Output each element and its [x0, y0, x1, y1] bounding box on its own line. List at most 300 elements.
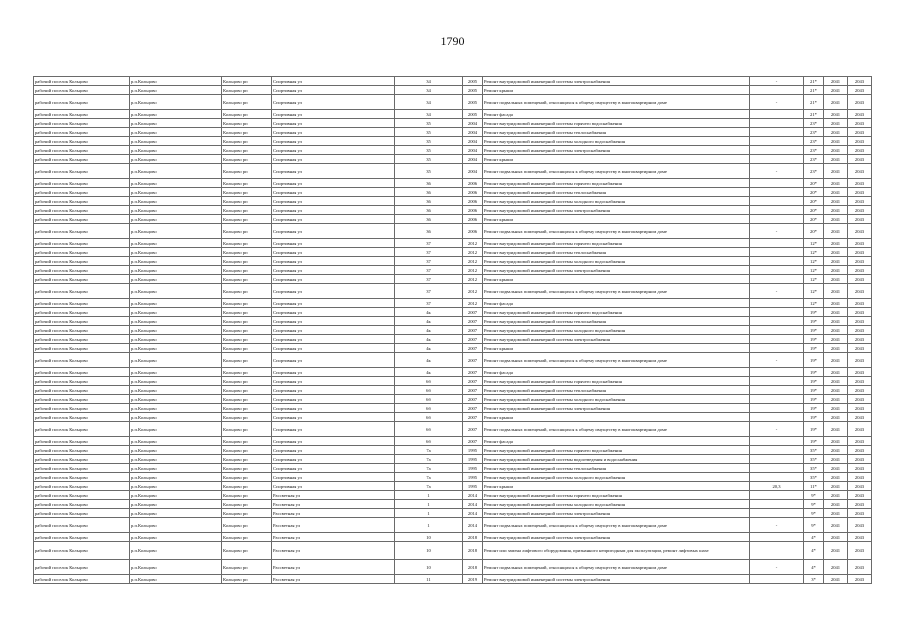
- table-cell-house: 7а: [395, 455, 463, 464]
- table-cell-house: 35: [395, 164, 463, 179]
- table-cell-house: 35: [395, 119, 463, 128]
- table-cell-house: 7а: [395, 464, 463, 473]
- table-cell-street: Спортивная ул: [272, 110, 395, 119]
- table-cell-area: [750, 533, 804, 542]
- table-cell-year: 2012: [463, 275, 483, 284]
- table-cell-locality: рабочий поселок Кольцово: [34, 446, 130, 455]
- table-row: [34, 317, 872, 326]
- table-cell-year-to: 2043: [848, 335, 872, 344]
- table-cell-area: -: [750, 422, 804, 437]
- table-cell-deadline: 9*: [804, 491, 824, 500]
- table-cell-area: [750, 110, 804, 119]
- table-cell-year-from: 2041: [824, 275, 848, 284]
- table-cell-year: 2007: [463, 335, 483, 344]
- table-cell-settlement: р.п.Кольцово: [130, 542, 222, 560]
- table-cell-settlement: р.п.Кольцово: [130, 308, 222, 317]
- table-cell-year-to: 2043: [848, 473, 872, 482]
- table-cell-work-type: Ремонт фасада: [483, 299, 750, 308]
- table-cell-street: Спортивная ул: [272, 299, 395, 308]
- table-cell-street: Спортивная ул: [272, 473, 395, 482]
- table-cell-year: 2007: [463, 368, 483, 377]
- table-cell-year: 2012: [463, 257, 483, 266]
- table-cell-deadline: 19*: [804, 386, 824, 395]
- table-cell-deadline: 21*: [804, 110, 824, 119]
- table-cell-street: Спортивная ул: [272, 482, 395, 491]
- table-cell-year: 1995: [463, 473, 483, 482]
- table-cell-year-to: 2043: [848, 257, 872, 266]
- table-cell-year: 2007: [463, 422, 483, 437]
- table-row: [34, 455, 872, 464]
- table-cell-municipality: Кольцово рп: [222, 206, 272, 215]
- table-cell-year: 2004: [463, 164, 483, 179]
- table-cell-locality: рабочий поселок Кольцово: [34, 386, 130, 395]
- table-cell-locality: рабочий поселок Кольцово: [34, 353, 130, 368]
- table-cell-municipality: Кольцово рп: [222, 128, 272, 137]
- table-cell-street: Спортивная ул: [272, 335, 395, 344]
- table-cell-street: Спортивная ул: [272, 464, 395, 473]
- table-cell-year-from: 2041: [824, 491, 848, 500]
- table-cell-house: 7а: [395, 473, 463, 482]
- table-row: [34, 206, 872, 215]
- table-cell-work-type: Ремонт внутридомовой инженерной системы электроснабжения: [483, 335, 750, 344]
- table-cell-house: 37: [395, 284, 463, 299]
- table-cell-year-from: 2041: [824, 239, 848, 248]
- table-cell-settlement: р.п.Кольцово: [130, 482, 222, 491]
- table-cell-street: Спортивная ул: [272, 308, 395, 317]
- table-cell-municipality: Кольцово рп: [222, 473, 272, 482]
- table-cell-area: [750, 257, 804, 266]
- table-cell-area: [750, 437, 804, 446]
- table-cell-deadline: 23*: [804, 137, 824, 146]
- table-cell-area: [750, 491, 804, 500]
- table-cell-year-to: 2043: [848, 110, 872, 119]
- table-cell-area: [750, 455, 804, 464]
- table-cell-area: 20,3: [750, 482, 804, 491]
- table-cell-house: 34: [395, 95, 463, 110]
- table-cell-year: 2007: [463, 395, 483, 404]
- table-cell-deadline: 12*: [804, 275, 824, 284]
- table-cell-settlement: р.п.Кольцово: [130, 560, 222, 575]
- table-cell-year: 2014: [463, 491, 483, 500]
- table-cell-year-from: 2041: [824, 473, 848, 482]
- table-cell-settlement: р.п.Кольцово: [130, 248, 222, 257]
- table-cell-house: 36: [395, 215, 463, 224]
- table-cell-year-from: 2041: [824, 224, 848, 239]
- table-cell-area: [750, 197, 804, 206]
- table-cell-year-to: 2043: [848, 509, 872, 518]
- table-cell-deadline: 23*: [804, 119, 824, 128]
- table-cell-deadline: 19*: [804, 413, 824, 422]
- table-cell-year-to: 2043: [848, 86, 872, 95]
- table-row: [34, 560, 872, 575]
- table-cell-settlement: р.п.Кольцово: [130, 257, 222, 266]
- table-cell-locality: рабочий поселок Кольцово: [34, 422, 130, 437]
- table-cell-locality: рабочий поселок Кольцово: [34, 464, 130, 473]
- table-cell-deadline: 19*: [804, 344, 824, 353]
- table-cell-year: 2007: [463, 386, 483, 395]
- table-cell-street: Спортивная ул: [272, 437, 395, 446]
- table-cell-work-type: Ремонт внутридомовой инженерной системы теплоснабжения: [483, 464, 750, 473]
- table-cell-year-from: 2041: [824, 266, 848, 275]
- table-row: [34, 308, 872, 317]
- table-cell-year-from: 2041: [824, 188, 848, 197]
- table-row: [34, 119, 872, 128]
- table-cell-street: Спортивная ул: [272, 146, 395, 155]
- table-cell-house: 36: [395, 224, 463, 239]
- table-cell-year: 2007: [463, 317, 483, 326]
- table-cell-year-to: 2043: [848, 275, 872, 284]
- table-cell-settlement: р.п.Кольцово: [130, 266, 222, 275]
- table-cell-year-to: 2043: [848, 317, 872, 326]
- table-cell-municipality: Кольцово рп: [222, 164, 272, 179]
- table-cell-house: 6б: [395, 404, 463, 413]
- table-cell-work-type: Ремонт внутридомовой инженерной системы электроснабжения: [483, 206, 750, 215]
- table-cell-year-from: 2041: [824, 533, 848, 542]
- table-row: [34, 437, 872, 446]
- table-row: [34, 239, 872, 248]
- table-cell-municipality: Кольцово рп: [222, 353, 272, 368]
- table-cell-year: 1995: [463, 482, 483, 491]
- table-row: [34, 542, 872, 560]
- table-cell-settlement: р.п.Кольцово: [130, 317, 222, 326]
- table-cell-work-type: Ремонт крыши: [483, 86, 750, 95]
- table-cell-house: 37: [395, 299, 463, 308]
- table-cell-settlement: р.п.Кольцово: [130, 197, 222, 206]
- table-cell-locality: рабочий поселок Кольцово: [34, 164, 130, 179]
- table-cell-year-to: 2043: [848, 464, 872, 473]
- table-cell-settlement: р.п.Кольцово: [130, 413, 222, 422]
- table-row: [34, 86, 872, 95]
- table-cell-house: 34: [395, 110, 463, 119]
- table-cell-year: 2006: [463, 224, 483, 239]
- table-row: [34, 77, 872, 86]
- table-cell-area: [750, 413, 804, 422]
- table-cell-year-from: 2041: [824, 119, 848, 128]
- table-cell-year-from: 2041: [824, 179, 848, 188]
- table-cell-municipality: Кольцово рп: [222, 344, 272, 353]
- table-cell-settlement: р.п.Кольцово: [130, 86, 222, 95]
- table-cell-year-to: 2043: [848, 164, 872, 179]
- table-cell-year-to: 2043: [848, 188, 872, 197]
- table-cell-locality: рабочий поселок Кольцово: [34, 284, 130, 299]
- table-cell-locality: рабочий поселок Кольцово: [34, 239, 130, 248]
- table-cell-work-type: Ремонт внутридомовой инженерной системы холодного водоснабжения: [483, 137, 750, 146]
- table-cell-year-from: 2041: [824, 395, 848, 404]
- table-cell-area: [750, 377, 804, 386]
- table-cell-area: -: [750, 95, 804, 110]
- table-cell-year: 2018: [463, 560, 483, 575]
- table-cell-house: 36: [395, 206, 463, 215]
- table-cell-year-from: 2041: [824, 455, 848, 464]
- table-cell-work-type: Ремонт внутридомовой инженерной системы холодного водоснабжения: [483, 500, 750, 509]
- table-cell-municipality: Кольцово рп: [222, 482, 272, 491]
- table-cell-work-type: Ремонт внутридомовой инженерной системы горячего водоснабжения: [483, 377, 750, 386]
- table-cell-area: [750, 404, 804, 413]
- table-cell-settlement: р.п.Кольцово: [130, 500, 222, 509]
- table-row: [34, 248, 872, 257]
- table-row: [34, 137, 872, 146]
- table-cell-area: [750, 500, 804, 509]
- table-cell-deadline: 12*: [804, 248, 824, 257]
- table-cell-work-type: Ремонт внутридомовой инженерной системы горячего водоснабжения: [483, 239, 750, 248]
- table-cell-street: Спортивная ул: [272, 422, 395, 437]
- table-cell-deadline: 20*: [804, 206, 824, 215]
- table-cell-settlement: р.п.Кольцово: [130, 473, 222, 482]
- table-cell-street: Спортивная ул: [272, 128, 395, 137]
- table-cell-year-to: 2043: [848, 119, 872, 128]
- table-row: [34, 377, 872, 386]
- table-cell-municipality: Кольцово рп: [222, 413, 272, 422]
- table-cell-house: 6б: [395, 437, 463, 446]
- table-cell-locality: рабочий поселок Кольцово: [34, 188, 130, 197]
- table-cell-year: 2012: [463, 299, 483, 308]
- table-cell-year-to: 2043: [848, 395, 872, 404]
- table-cell-year: 2007: [463, 344, 483, 353]
- table-row: [34, 197, 872, 206]
- table-cell-year-from: 2041: [824, 500, 848, 509]
- table-cell-year-to: 2043: [848, 248, 872, 257]
- table-cell-year: 2014: [463, 518, 483, 533]
- table-cell-area: -: [750, 164, 804, 179]
- table-cell-settlement: р.п.Кольцово: [130, 422, 222, 437]
- table-cell-work-type: Ремонт крыши: [483, 215, 750, 224]
- table-cell-deadline: 20*: [804, 197, 824, 206]
- table-cell-year-from: 2041: [824, 386, 848, 395]
- table-cell-year: 2005: [463, 95, 483, 110]
- table-cell-settlement: р.п.Кольцово: [130, 455, 222, 464]
- table-cell-work-type: Ремонт внутридомовой инженерной системы горячего водоснабжения: [483, 446, 750, 455]
- table-cell-house: 36: [395, 179, 463, 188]
- table-cell-year-to: 2043: [848, 299, 872, 308]
- table-cell-year-from: 2041: [824, 368, 848, 377]
- table-cell-house: 6б: [395, 395, 463, 404]
- table-cell-year: 2004: [463, 128, 483, 137]
- table-cell-street: Рассветная ул: [272, 560, 395, 575]
- table-cell-deadline: 19*: [804, 395, 824, 404]
- table-cell-locality: рабочий поселок Кольцово: [34, 308, 130, 317]
- table-cell-municipality: Кольцово рп: [222, 377, 272, 386]
- table-cell-deadline: 12*: [804, 257, 824, 266]
- table-cell-area: [750, 215, 804, 224]
- table-cell-deadline: 12*: [804, 284, 824, 299]
- table-cell-year-to: 2043: [848, 155, 872, 164]
- table-cell-settlement: р.п.Кольцово: [130, 464, 222, 473]
- table-cell-work-type: Ремонт крыши: [483, 275, 750, 284]
- table-cell-work-type: Ремонт внутридомовой инженерной системы холодного водоснабжения: [483, 395, 750, 404]
- table-cell-year-to: 2043: [848, 542, 872, 560]
- table-row: [34, 179, 872, 188]
- table-cell-settlement: р.п.Кольцово: [130, 368, 222, 377]
- table-cell-street: Спортивная ул: [272, 239, 395, 248]
- table-cell-year: 2004: [463, 146, 483, 155]
- table-cell-year-from: 2041: [824, 518, 848, 533]
- table-cell-house: 37: [395, 239, 463, 248]
- table-cell-year-to: 2043: [848, 137, 872, 146]
- table-cell-area: -: [750, 353, 804, 368]
- table-cell-work-type: Ремонт внутридомовой инженерной системы горячего водоснабжения: [483, 179, 750, 188]
- table-cell-year: 2005: [463, 77, 483, 86]
- table-cell-house: 10: [395, 542, 463, 560]
- table-cell-year-from: 2041: [824, 542, 848, 560]
- table-cell-year-to: 2043: [848, 179, 872, 188]
- table-row: [34, 284, 872, 299]
- table-cell-year-from: 2041: [824, 482, 848, 491]
- table-cell-house: 4к: [395, 335, 463, 344]
- table-cell-year: 2007: [463, 404, 483, 413]
- table-cell-area: -: [750, 518, 804, 533]
- table-cell-year-from: 2041: [824, 128, 848, 137]
- table-cell-year: 2019: [463, 575, 483, 584]
- table-cell-deadline: 23*: [804, 164, 824, 179]
- table-cell-year-to: 2043: [848, 146, 872, 155]
- table-cell-area: [750, 146, 804, 155]
- table-cell-work-type: Ремонт подвальных помещений, относящихся к общему имуществу в многоквартирном доме: [483, 95, 750, 110]
- table-cell-house: 34: [395, 77, 463, 86]
- table-cell-year-to: 2043: [848, 455, 872, 464]
- table-cell-municipality: Кольцово рп: [222, 560, 272, 575]
- table-cell-year: 2005: [463, 86, 483, 95]
- table-row: [34, 422, 872, 437]
- table-cell-settlement: р.п.Кольцово: [130, 353, 222, 368]
- table-cell-house: 6б: [395, 413, 463, 422]
- table-cell-street: Спортивная ул: [272, 266, 395, 275]
- table-cell-municipality: Кольцово рп: [222, 137, 272, 146]
- table-cell-street: Спортивная ул: [272, 257, 395, 266]
- table-cell-locality: рабочий поселок Кольцово: [34, 326, 130, 335]
- table-cell-year-to: 2043: [848, 446, 872, 455]
- table-cell-deadline: 9*: [804, 518, 824, 533]
- table-cell-year-to: 2043: [848, 239, 872, 248]
- table-row: [34, 353, 872, 368]
- table-cell-street: Спортивная ул: [272, 404, 395, 413]
- table-cell-house: 37: [395, 266, 463, 275]
- table-cell-deadline: 20*: [804, 224, 824, 239]
- table-cell-street: Спортивная ул: [272, 215, 395, 224]
- table-cell-street: Спортивная ул: [272, 386, 395, 395]
- table-cell-year: 2007: [463, 413, 483, 422]
- table-cell-deadline: 19*: [804, 317, 824, 326]
- table-row: [34, 95, 872, 110]
- table-cell-year-from: 2041: [824, 437, 848, 446]
- table-cell-area: [750, 344, 804, 353]
- table-cell-year: 2004: [463, 137, 483, 146]
- table-cell-area: -: [750, 560, 804, 575]
- table-row: [34, 500, 872, 509]
- table-cell-year-from: 2041: [824, 317, 848, 326]
- table-cell-settlement: р.п.Кольцово: [130, 215, 222, 224]
- table-cell-municipality: Кольцово рп: [222, 422, 272, 437]
- table-cell-year-from: 2041: [824, 146, 848, 155]
- table-row: [34, 275, 872, 284]
- table-cell-year-from: 2041: [824, 575, 848, 584]
- table-cell-deadline: 12*: [804, 299, 824, 308]
- table-row: [34, 368, 872, 377]
- table-cell-municipality: Кольцово рп: [222, 317, 272, 326]
- table-cell-year-to: 2043: [848, 344, 872, 353]
- table-cell-year-to: 2043: [848, 518, 872, 533]
- table-cell-settlement: р.п.Кольцово: [130, 164, 222, 179]
- table-cell-settlement: р.п.Кольцово: [130, 377, 222, 386]
- table-cell-municipality: Кольцово рп: [222, 86, 272, 95]
- table-cell-area: [750, 317, 804, 326]
- table-cell-work-type: Ремонт внутридомовой инженерной системы электроснабжения: [483, 146, 750, 155]
- table-cell-municipality: Кольцово рп: [222, 119, 272, 128]
- table-cell-area: [750, 86, 804, 95]
- table-cell-municipality: Кольцово рп: [222, 146, 272, 155]
- table-cell-work-type: Ремонт внутридомовой инженерной системы горячего водоснабжения: [483, 119, 750, 128]
- table-cell-deadline: 20*: [804, 188, 824, 197]
- table-cell-house: 35: [395, 146, 463, 155]
- table-cell-year: 1995: [463, 455, 483, 464]
- table-row: [34, 299, 872, 308]
- table-cell-deadline: 4*: [804, 533, 824, 542]
- table-cell-area: [750, 155, 804, 164]
- table-cell-year-to: 2043: [848, 560, 872, 575]
- table-cell-area: -: [750, 77, 804, 86]
- table-cell-street: Спортивная ул: [272, 275, 395, 284]
- table-cell-municipality: Кольцово рп: [222, 446, 272, 455]
- table-cell-house: 4к: [395, 326, 463, 335]
- table-cell-street: Спортивная ул: [272, 455, 395, 464]
- table-cell-deadline: 4*: [804, 542, 824, 560]
- table-cell-municipality: Кольцово рп: [222, 197, 272, 206]
- table-cell-year-from: 2041: [824, 248, 848, 257]
- table-cell-house: 4к: [395, 344, 463, 353]
- table-cell-municipality: Кольцово рп: [222, 368, 272, 377]
- table-cell-house: 34: [395, 86, 463, 95]
- table-cell-street: Спортивная ул: [272, 179, 395, 188]
- table-cell-locality: рабочий поселок Кольцово: [34, 575, 130, 584]
- table-cell-work-type: Ремонт внутридомовой инженерной системы электроснабжения: [483, 404, 750, 413]
- table-cell-year-to: 2043: [848, 575, 872, 584]
- table-cell-street: Спортивная ул: [272, 206, 395, 215]
- table-cell-locality: рабочий поселок Кольцово: [34, 395, 130, 404]
- table-cell-work-type: Ремонт подвальных помещений, относящихся к общему имуществу в многоквартирном доме: [483, 224, 750, 239]
- table-cell-street: Спортивная ул: [272, 413, 395, 422]
- table-cell-deadline: 20*: [804, 179, 824, 188]
- table-cell-year: 2007: [463, 437, 483, 446]
- table-cell-deadline: 11*: [804, 482, 824, 491]
- table-cell-deadline: 35*: [804, 464, 824, 473]
- table-cell-locality: рабочий поселок Кольцово: [34, 119, 130, 128]
- table-cell-year-from: 2041: [824, 308, 848, 317]
- table-cell-work-type: Ремонт внутридомовой инженерной системы горячего водоснабжения: [483, 308, 750, 317]
- table-cell-house: 4к: [395, 308, 463, 317]
- table-cell-settlement: р.п.Кольцово: [130, 224, 222, 239]
- table-cell-settlement: р.п.Кольцово: [130, 326, 222, 335]
- table-row: [34, 464, 872, 473]
- table-cell-locality: рабочий поселок Кольцово: [34, 473, 130, 482]
- table-cell-street: Рассветная ул: [272, 533, 395, 542]
- table-cell-municipality: Кольцово рп: [222, 284, 272, 299]
- table-cell-settlement: р.п.Кольцово: [130, 179, 222, 188]
- table-cell-year-from: 2041: [824, 95, 848, 110]
- table-cell-municipality: Кольцово рп: [222, 533, 272, 542]
- table-cell-settlement: р.п.Кольцово: [130, 119, 222, 128]
- table-cell-work-type: Ремонт крыши: [483, 413, 750, 422]
- table-cell-work-type: Ремонт крыши: [483, 344, 750, 353]
- table-cell-area: [750, 248, 804, 257]
- table-cell-municipality: Кольцово рп: [222, 455, 272, 464]
- table-cell-settlement: р.п.Кольцово: [130, 110, 222, 119]
- table-cell-municipality: Кольцово рп: [222, 491, 272, 500]
- table-cell-area: [750, 335, 804, 344]
- table-cell-locality: рабочий поселок Кольцово: [34, 206, 130, 215]
- table-cell-year: 2018: [463, 542, 483, 560]
- table-cell-area: [750, 575, 804, 584]
- table-cell-year-from: 2041: [824, 206, 848, 215]
- table-cell-year-to: 2043: [848, 500, 872, 509]
